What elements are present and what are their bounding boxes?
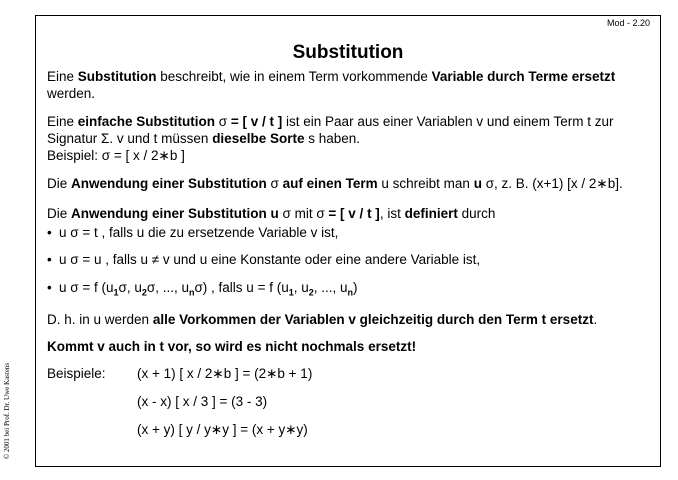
list-item: • u σ = u , falls u ≠ v und u eine Konstante oder eine andere Variable ist, (47, 252, 481, 267)
application-paragraph: Die Anwendung einer Substitution σ auf einen Term u schreibt man u σ, z. B. (x+1) [x / 2∗b]. (47, 176, 623, 191)
definition-paragraph: Eine Substitution beschreibt, wie in einem Term vorkommende Variable durch Terme ersetzt werden. (47, 69, 616, 101)
slide-title: Substitution (292, 42, 404, 63)
warning-paragraph: Kommt v auch in t vor, so wird es nicht nochmals ersetzt! (47, 339, 417, 354)
example-2: (x - x) [ x / 3 ] = (3 - 3) (137, 394, 268, 409)
simple-substitution-example: Beispiel: σ = [ x / 2∗b ] (47, 148, 185, 163)
simultaneous-replacement-paragraph: D. h. in u werden alle Vorkommen der Variablen v gleichzeitig durch den Term t ersetzt. (47, 312, 598, 327)
list-item: • u σ = f ($u_1\sigma$, $u_2\sigma$, ..., $u_n\sigma$) , falls u = f ($u_1$, $u_2$, ..., $u_n$) (47, 280, 358, 298)
example-1: (x + 1) [ x / 2∗b ] = (2∗b + 1) (137, 366, 313, 381)
definition-intro-paragraph: Die Anwendung einer Substitution u σ mit σ = [ v / t ], ist definiert durch (47, 206, 496, 221)
simple-substitution-paragraph: Eine einfache Substitution σ = [ v / t ] ist ein Paar aus einer Variablen v und einem Term t zur Signatur Σ. v und t müssen dieselbe Sorte s haben. Beispiel: σ = [ x / 2∗b ] (47, 114, 614, 163)
slide-frame (35, 15, 661, 467)
slide-id: Mod - 2.20 (606, 18, 650, 28)
example-3: (x + y) [ y / y∗y ] = (x + y∗y) (137, 422, 308, 437)
copyright-notice: © 2001 bei Prof. Dr. Uwe Kastens (3, 362, 11, 460)
list-item: • u σ = t , falls u die zu ersetzende Variable v ist, (47, 225, 339, 240)
examples-label: Beispiele: (47, 366, 106, 381)
